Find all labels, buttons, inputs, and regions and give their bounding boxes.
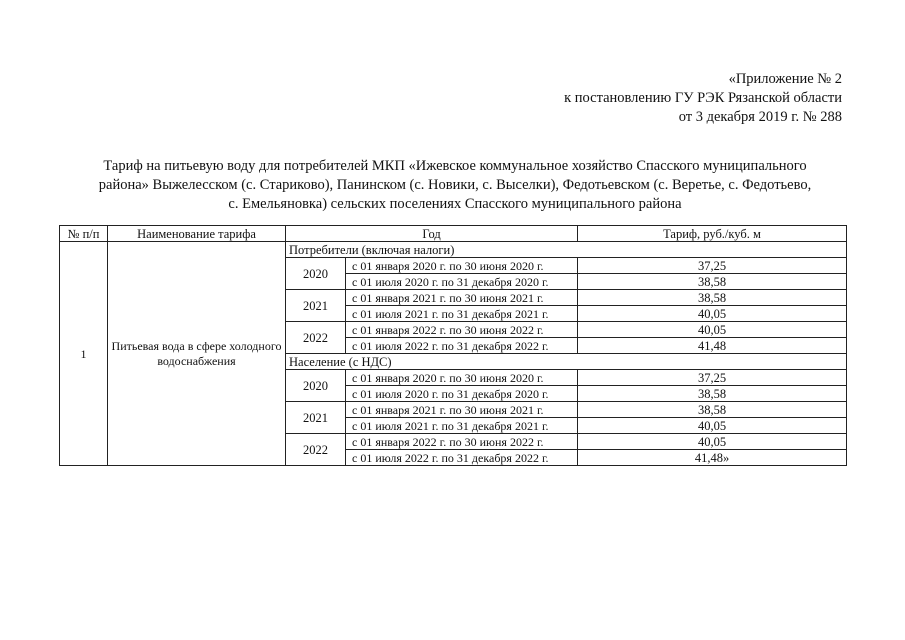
group-label: Потребители (включая налоги) bbox=[286, 242, 847, 258]
period-cell: с 01 июля 2021 г. по 31 декабря 2021 г. bbox=[346, 418, 578, 434]
annex-header bbox=[564, 70, 842, 127]
period-cell: с 01 июля 2022 г. по 31 декабря 2022 г. bbox=[346, 450, 578, 466]
period-cell: с 01 июля 2021 г. по 31 декабря 2021 г. bbox=[346, 306, 578, 322]
tariff-value: 37,25 bbox=[578, 370, 847, 386]
tariff-name: Питьевая вода в сфере холодного водоснабжения bbox=[108, 242, 286, 466]
year-cell: 2020 bbox=[286, 370, 346, 402]
year-cell: 2022 bbox=[286, 322, 346, 354]
header-num: № п/п bbox=[60, 226, 108, 242]
tariff-value: 37,25 bbox=[578, 258, 847, 274]
group-label: Население (с НДС) bbox=[286, 354, 847, 370]
table-body bbox=[60, 242, 847, 466]
tariff-value: 40,05 bbox=[578, 434, 847, 450]
tariff-value: 40,05 bbox=[578, 322, 847, 338]
tariff-value: 41,48» bbox=[578, 450, 847, 466]
title-line: района» Выжелесском (с. Стариково), Панинском (с. Новики, с. Выселки), Федотьевском (с. Веретье, с. Федотьево, bbox=[98, 177, 812, 193]
group-row bbox=[60, 242, 847, 258]
header-name: Наименование тарифа bbox=[108, 226, 286, 242]
header-year: Год bbox=[286, 226, 578, 242]
year-cell: 2022 bbox=[286, 434, 346, 466]
tariff-value: 40,05 bbox=[578, 306, 847, 322]
year-cell: 2021 bbox=[286, 402, 346, 434]
period-cell: с 01 июля 2020 г. по 31 декабря 2020 г. bbox=[346, 274, 578, 290]
period-cell: с 01 июля 2022 г. по 31 декабря 2022 г. bbox=[346, 338, 578, 354]
tariff-value: 38,58 bbox=[578, 386, 847, 402]
annex-line: «Приложение № 2 bbox=[728, 71, 842, 87]
tariff-table bbox=[59, 225, 847, 466]
table-header-row bbox=[60, 226, 847, 242]
tariff-value: 38,58 bbox=[578, 402, 847, 418]
title-line: Тариф на питьевую воду для потребителей МКП «Ижевское коммунальное хозяйство Спасского муниципального bbox=[103, 158, 807, 174]
title-line: с. Емельяновка) сельских поселениях Спасского муниципального района bbox=[228, 196, 682, 212]
document-title bbox=[60, 157, 850, 214]
annex-line: к постановлению ГУ РЭК Рязанской области bbox=[564, 90, 842, 106]
year-cell: 2021 bbox=[286, 290, 346, 322]
tariff-value: 38,58 bbox=[578, 290, 847, 306]
period-cell: с 01 января 2022 г. по 30 июня 2022 г. bbox=[346, 434, 578, 450]
tariff-value: 38,58 bbox=[578, 274, 847, 290]
period-cell: с 01 января 2020 г. по 30 июня 2020 г. bbox=[346, 370, 578, 386]
year-cell: 2020 bbox=[286, 258, 346, 290]
annex-line: от 3 декабря 2019 г. № 288 bbox=[678, 109, 842, 125]
tariff-value: 41,48 bbox=[578, 338, 847, 354]
period-cell: с 01 января 2021 г. по 30 июня 2021 г. bbox=[346, 402, 578, 418]
period-cell: с 01 января 2021 г. по 30 июня 2021 г. bbox=[346, 290, 578, 306]
period-cell: с 01 июля 2020 г. по 31 декабря 2020 г. bbox=[346, 386, 578, 402]
row-number: 1 bbox=[60, 242, 108, 466]
period-cell: с 01 января 2022 г. по 30 июня 2022 г. bbox=[346, 322, 578, 338]
period-cell: с 01 января 2020 г. по 30 июня 2020 г. bbox=[346, 258, 578, 274]
header-tariff: Тариф, руб./куб. м bbox=[578, 226, 847, 242]
tariff-value: 40,05 bbox=[578, 418, 847, 434]
